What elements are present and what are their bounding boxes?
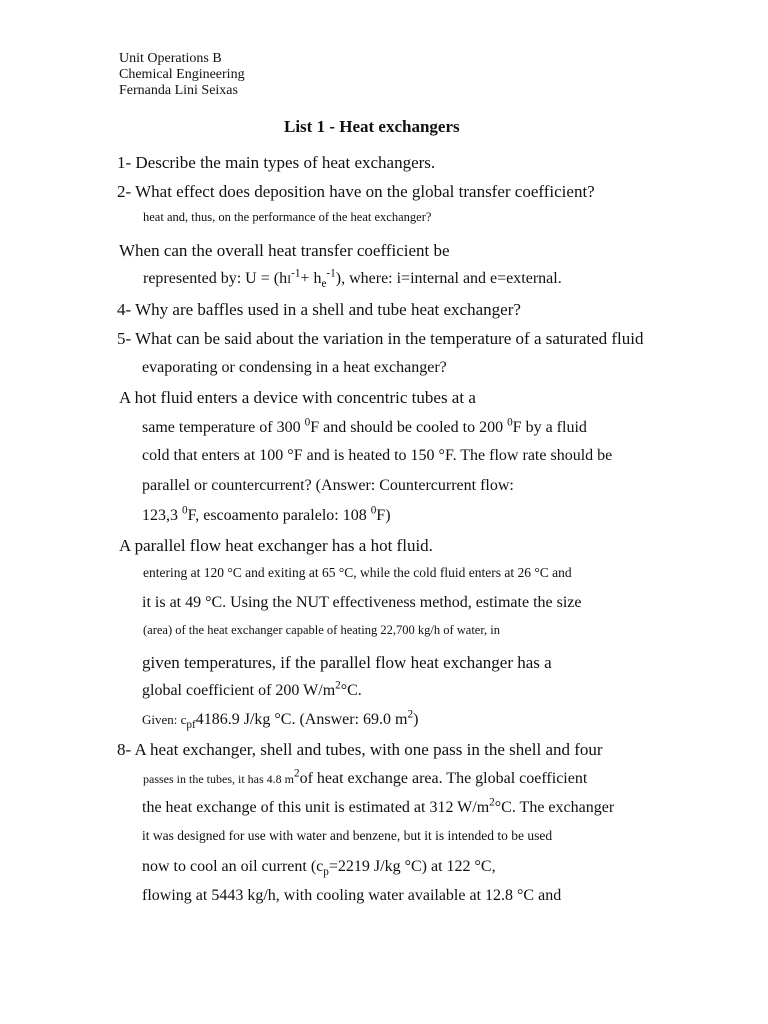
question-6: A hot fluid enters a device with concentric tubes at a [119, 388, 476, 407]
question-2: 2- What effect does deposition have on the global transfer coefficient? [117, 182, 595, 201]
page-title: List 1 - Heat exchangers [284, 117, 460, 136]
question-3-formula: represented by: $U = (hI^{-1}+ h_e^{-1})$, where: i=internal and e=external. [143, 267, 562, 291]
question-7-line-3: it is at 49 °C. Using the NUT effectiveness method, estimate the size [142, 594, 582, 611]
question-6-answer: 123,3 $^0$F, escoamento paralelo: 108 $^0$F) [142, 504, 391, 524]
question-5-continuation: evaporating or condensing in a heat exchanger? [142, 359, 447, 376]
question-7: A parallel flow heat exchanger has a hot fluid. [119, 536, 433, 555]
question-7-line-6: global coefficient of 200 $W/m^2^\circ C$. [142, 679, 362, 699]
author-name: Fernanda Lini Seixas [119, 83, 238, 98]
question-1: 1- Describe the main types of heat exchangers. [117, 153, 436, 172]
question-6-line-3: cold that enters at 100 °F and is heated to 150 °F. The flow rate should be [142, 447, 613, 464]
program-name: Chemical Engineering [119, 67, 245, 82]
question-5: 5- What can be said about the variation in the temperature of a saturated fluid [117, 329, 644, 348]
question-4: 4- Why are baffles used in a shell and tube heat exchanger? [117, 300, 521, 319]
question-6-line-4: parallel or countercurrent? (Answer: Countercurrent flow: [142, 477, 514, 494]
question-7-line-4: (area) of the heat exchanger capable of heating 22,700 kg/h of water, in [143, 623, 500, 637]
course-name: Unit Operations B [119, 51, 222, 66]
question-8-line-4: it was designed for use with water and benzene, but it is intended to be used [142, 828, 553, 843]
question-8: 8- A heat exchanger, shell and tubes, with one pass in the shell and four [117, 740, 603, 759]
question-8-line-6: flowing at 5443 kg/h, with cooling water available at 12.8 °C and [142, 887, 562, 904]
question-8-line-2: passes in the tubes, it has 4.8 $m^2of$ heat exchange area. The global coefficient [143, 767, 588, 787]
question-8-line-3: the heat exchange of this unit is estimated at 312 $W/m^2^\circ C$. The exchanger [142, 796, 615, 816]
question-8-line-5: now to cool an oil current ($c_p=2219$ J/kg °C) at 122 °C, [142, 858, 496, 879]
question-6-line-2: same temperature of 300 $^0$F and should be cooled to 200 $^0$F by a fluid [142, 416, 587, 436]
question-7-line-5: given temperatures, if the parallel flow heat exchanger has a [142, 653, 552, 672]
question-2-continuation: heat and, thus, on the performance of the heat exchanger? [143, 210, 432, 224]
question-7-given: Given: $c_{pf}4186.9$ J/kg °C. (Answer: 69.0 $m^2$) [142, 708, 419, 732]
question-3: When can the overall heat transfer coefficient be [119, 241, 450, 260]
question-7-line-2: entering at 120 °C and exiting at 65 °C, while the cold fluid enters at 26 °C and [143, 565, 572, 580]
